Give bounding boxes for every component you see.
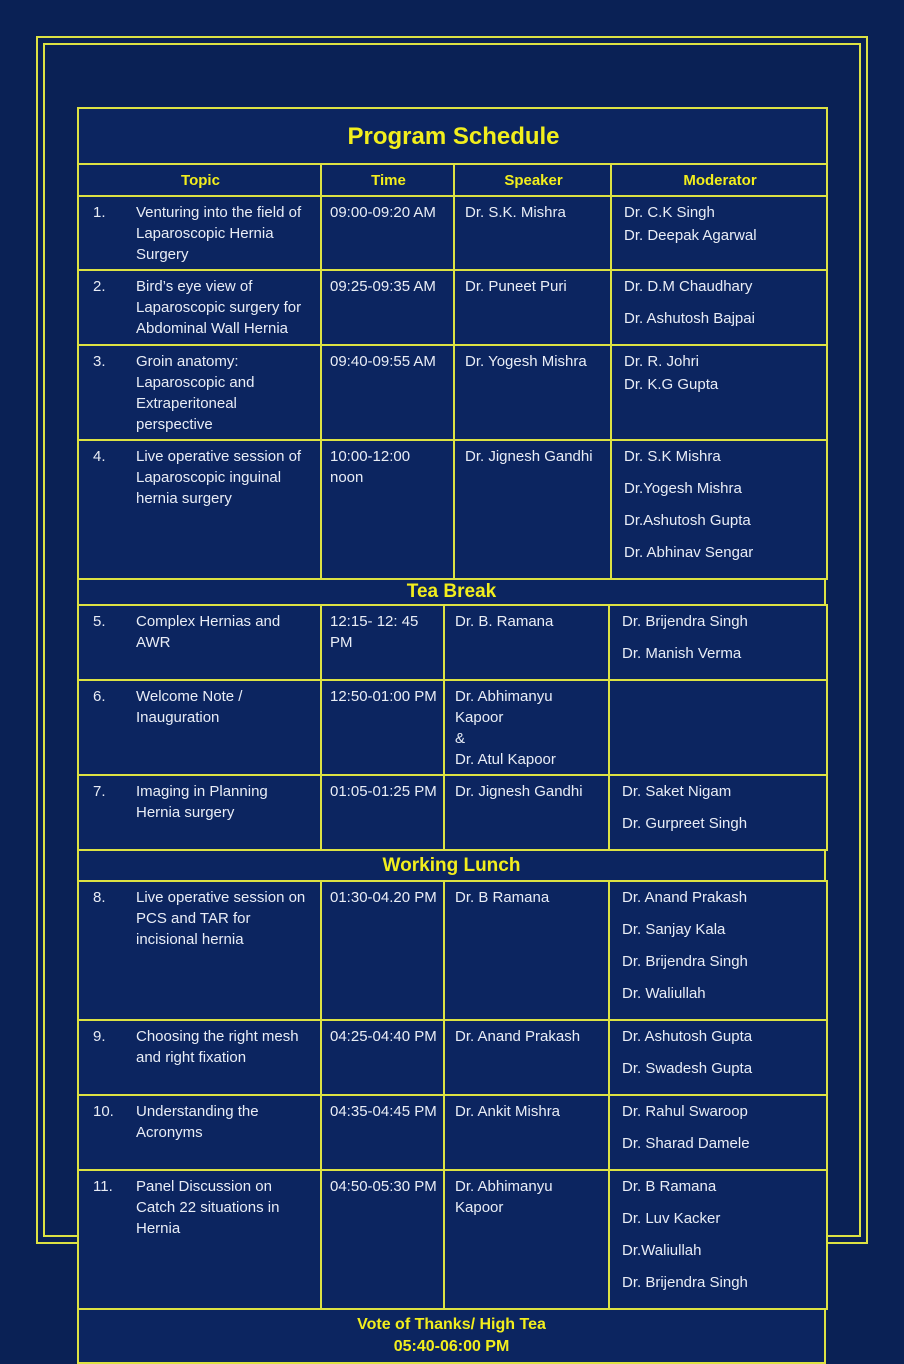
time-cell [321, 881, 444, 1020]
speaker-name: Dr. Anand Prakash [455, 1028, 581, 1045]
section-title: Tea Break [406, 581, 497, 602]
speaker-cell [444, 775, 609, 850]
moderator-name: Dr. Anand Prakash [622, 889, 748, 906]
row-number: 7. [93, 783, 106, 800]
time-cell [321, 196, 454, 270]
time-cell [321, 1020, 444, 1095]
speaker-name: Dr. B. Ramana [455, 613, 554, 630]
schedule-segment-3 [77, 880, 828, 1310]
time-text: 01:30-04.20 PM [330, 889, 437, 906]
moderator-name: Dr. Waliullah [622, 985, 706, 1002]
table-row [78, 1170, 827, 1309]
speaker-cell [454, 440, 611, 579]
speaker-cell [444, 680, 609, 775]
row-number: 11. [93, 1178, 113, 1195]
time-text: 10:00-12:00 noon [330, 448, 411, 486]
moderator-name: Dr. Ashutosh Gupta [622, 1028, 753, 1045]
moderator-name: Dr. Saket Nigam [622, 783, 732, 800]
speaker-cell [444, 1095, 609, 1170]
moderator-name: Dr. Luv Kacker [622, 1210, 721, 1227]
program-schedule-table [77, 107, 826, 1364]
table-row [78, 196, 827, 270]
row-number: 8. [93, 889, 106, 906]
column-header-moderator: Moderator [611, 164, 827, 196]
speaker-name: Dr. Abhimanyu Kapoor [455, 1178, 553, 1216]
row-number: 5. [93, 613, 106, 630]
speaker-name: & [455, 730, 466, 747]
time-cell [321, 1170, 444, 1309]
time-text: 09:00-09:20 AM [330, 204, 436, 221]
table-row [78, 440, 827, 579]
table-row [78, 345, 827, 440]
column-header-speaker: Speaker [454, 164, 611, 196]
time-text: 09:40-09:55 AM [330, 353, 436, 370]
header-row [78, 164, 827, 196]
column-header-topic: Topic [78, 164, 321, 196]
topic-cell [78, 775, 321, 850]
moderator-cell [611, 345, 827, 440]
section-banner-working-lunch [77, 849, 826, 882]
speaker-name: Dr. Jignesh Gandhi [455, 783, 583, 800]
schedule-segment-1 [77, 107, 828, 580]
moderator-cell [609, 775, 827, 850]
topic-cell [78, 440, 321, 579]
title-row [78, 108, 827, 164]
time-cell [321, 1095, 444, 1170]
speaker-cell [444, 1170, 609, 1309]
table-row [78, 881, 827, 1020]
topic-text: Live operative session on PCS and TAR for incisional hernia [136, 889, 306, 948]
moderator-cell [609, 881, 827, 1020]
speaker-name: Dr. Abhimanyu Kapoor [455, 688, 553, 726]
footer-line-1: Vote of Thanks/ High Tea [357, 1316, 546, 1333]
speaker-name: Dr. B Ramana [455, 889, 550, 906]
moderator-cell [609, 1020, 827, 1095]
time-text: 01:05-01:25 PM [330, 783, 437, 800]
row-number: 1. [93, 204, 106, 221]
speaker-name: Dr. Puneet Puri [465, 278, 567, 295]
moderator-name: Dr.Waliullah [622, 1242, 702, 1259]
topic-text: Panel Discussion on Catch 22 situations in Hernia [136, 1178, 280, 1237]
topic-text: Live operative session of Laparoscopic inguinal hernia surgery [136, 448, 302, 507]
moderator-cell [611, 196, 827, 270]
time-cell [321, 270, 454, 345]
moderator-name: Dr. Swadesh Gupta [622, 1060, 753, 1077]
topic-text: Groin anatomy: Laparoscopic and Extraperitoneal perspective [136, 353, 255, 433]
topic-cell [78, 1095, 321, 1170]
footer-line-2: 05:40-06:00 PM [393, 1338, 510, 1355]
moderator-name: Dr.Yogesh Mishra [624, 480, 742, 497]
time-cell [321, 605, 444, 680]
topic-cell [78, 345, 321, 440]
moderator-name: Dr. Gurpreet Singh [622, 815, 748, 832]
moderator-name: Dr. Brijendra Singh [622, 613, 748, 630]
row-number: 10. [93, 1103, 114, 1120]
table-row [78, 605, 827, 680]
topic-text: Welcome Note / Inauguration [136, 688, 243, 726]
moderator-cell [611, 270, 827, 345]
row-number: 6. [93, 688, 106, 705]
row-number: 9. [93, 1028, 106, 1045]
row-number: 3. [93, 353, 106, 370]
column-header-time: Time [321, 164, 454, 196]
time-text: 04:50-05:30 PM [330, 1178, 437, 1195]
table-row [78, 680, 827, 775]
table-row [78, 775, 827, 850]
speaker-name: Dr. Jignesh Gandhi [465, 448, 593, 465]
moderator-name: Dr. Manish Verma [622, 645, 742, 662]
topic-text: Understanding the Acronyms [136, 1103, 259, 1141]
moderator-name: Dr. R. Johri [624, 353, 700, 370]
speaker-cell [444, 881, 609, 1020]
moderator-name: Dr. Sharad Damele [622, 1135, 750, 1152]
table-row [78, 1095, 827, 1170]
moderator-name: Dr. Ashutosh Bajpai [624, 310, 755, 327]
speaker-name: Dr. Yogesh Mishra [465, 353, 587, 370]
moderator-name: Dr.Ashutosh Gupta [624, 512, 751, 529]
topic-text: Choosing the right mesh and right fixation [136, 1028, 299, 1066]
row-number: 2. [93, 278, 106, 295]
moderator-cell [609, 1170, 827, 1309]
moderator-name: Dr. C.K Singh [624, 204, 715, 221]
topic-cell [78, 1020, 321, 1095]
moderator-name: Dr. Brijendra Singh [622, 1274, 748, 1291]
footer-banner [77, 1308, 826, 1364]
time-cell [321, 775, 444, 850]
topic-cell [78, 270, 321, 345]
topic-text: Complex Hernias and AWR [136, 613, 281, 651]
table-row [78, 1020, 827, 1095]
topic-text: Imaging in Planning Hernia surgery [136, 783, 268, 821]
moderator-name: Dr. Abhinav Sengar [624, 544, 754, 561]
section-banner-tea-break [77, 578, 826, 606]
moderator-name: Dr. Sanjay Kala [622, 921, 726, 938]
schedule-segment-2 [77, 604, 828, 851]
speaker-cell [454, 270, 611, 345]
topic-cell [78, 680, 321, 775]
topic-cell [78, 196, 321, 270]
topic-cell [78, 1170, 321, 1309]
moderator-name: Dr. Rahul Swaroop [622, 1103, 748, 1120]
time-text: 12:50-01:00 PM [330, 688, 437, 705]
time-cell [321, 680, 444, 775]
moderator-name: Dr. D.M Chaudhary [624, 278, 753, 295]
time-text: 04:35-04:45 PM [330, 1103, 437, 1120]
time-text: 04:25-04:40 PM [330, 1028, 437, 1045]
moderator-name: Dr. K.G Gupta [624, 376, 719, 393]
topic-text: Bird’s eye view of Laparoscopic surgery for Abdominal Wall Hernia [136, 278, 302, 337]
section-title: Working Lunch [382, 854, 521, 876]
speaker-cell [444, 1020, 609, 1095]
topic-text: Venturing into the field of Laparoscopic Hernia Surgery [136, 204, 302, 263]
moderator-name: Dr. Deepak Agarwal [624, 227, 757, 244]
speaker-cell [454, 196, 611, 270]
time-text: 09:25-09:35 AM [330, 278, 436, 295]
topic-cell [78, 605, 321, 680]
time-text: 12:15- 12: 45 PM [330, 613, 419, 651]
page-title: Program Schedule [78, 108, 827, 164]
topic-cell [78, 881, 321, 1020]
speaker-cell [454, 345, 611, 440]
time-cell [321, 440, 454, 579]
moderator-name: Dr. S.K Mishra [624, 448, 721, 465]
speaker-name: Dr. Atul Kapoor [455, 751, 556, 768]
table-row [78, 270, 827, 345]
time-cell [321, 345, 454, 440]
moderator-name: Dr. Brijendra Singh [622, 953, 748, 970]
speaker-cell [444, 605, 609, 680]
speaker-name: Dr. Ankit Mishra [455, 1103, 561, 1120]
speaker-name: Dr. S.K. Mishra [465, 204, 566, 221]
moderator-cell [609, 1095, 827, 1170]
row-number: 4. [93, 448, 106, 465]
moderator-name: Dr. B Ramana [622, 1178, 717, 1195]
moderator-cell [609, 605, 827, 680]
moderator-cell [609, 680, 827, 775]
moderator-cell [611, 440, 827, 579]
